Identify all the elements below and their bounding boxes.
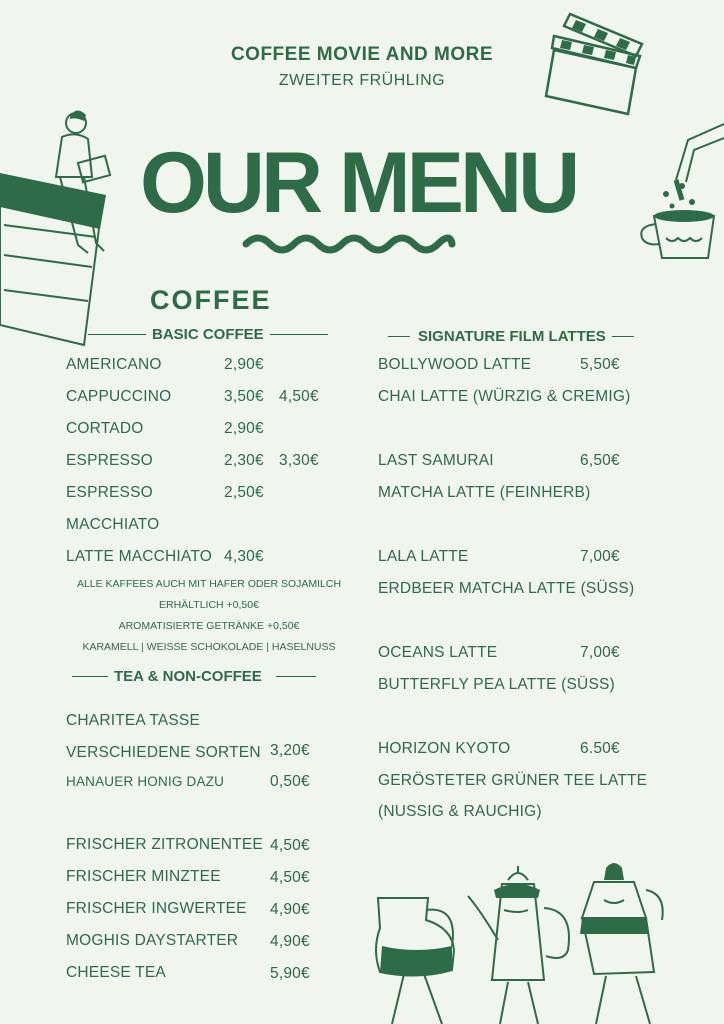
clapperboard-icon <box>540 10 650 120</box>
coffee-cup-illustration <box>636 120 724 265</box>
item-price: 4,90€ <box>270 901 310 918</box>
menu-item: FRISCHER INGWERTEE <box>66 900 247 917</box>
menu-item: OCEANS LATTE <box>378 644 498 661</box>
item-description: MATCHA LATTE (FEINHERB) <box>378 484 591 501</box>
menu-item: BOLLYWOOD LATTE <box>378 356 532 373</box>
menu-item: VERSCHIEDENE SORTEN <box>66 744 261 761</box>
item-description: ERDBEER MATCHA LATTE (SÜSS) <box>378 580 635 597</box>
item-description: GERÖSTETER GRÜNER TEE LATTE <box>378 772 648 789</box>
item-price: 2,90€ <box>224 420 264 437</box>
item-price: 2,30€ <box>224 452 264 469</box>
item-price: 7,00€ <box>580 644 620 661</box>
menu-item: CHARITEA TASSE <box>66 712 201 729</box>
item-price-large: 4,50€ <box>279 388 319 405</box>
item-description: (NUSSIG & RAUCHIG) <box>378 803 542 820</box>
menu-item: LALA LATTE <box>378 548 469 565</box>
item-price: 4,30€ <box>224 548 264 565</box>
coffee-pots-illustration <box>368 850 678 1024</box>
menu-item: AMERICANO <box>66 356 162 373</box>
menu-item: CHEESE TEA <box>66 964 166 981</box>
brand-subtitle: ZWEITER FRÜHLING <box>278 72 446 89</box>
wave-divider <box>242 232 456 256</box>
basic-coffee-heading: BASIC COFFEE <box>88 326 328 343</box>
item-description: BUTTERFLY PEA LATTE (SÜSS) <box>378 676 615 693</box>
item-price: 5,50€ <box>580 356 620 373</box>
menu-item: FRISCHER ZITRONENTEE <box>66 836 263 853</box>
menu-item: LATTE MACCHIATO <box>66 548 212 565</box>
note-line: AROMATISIERTE GETRÄNKE +0,50€ <box>118 620 300 632</box>
item-price: 2,50€ <box>224 484 264 501</box>
item-price: 5,90€ <box>270 965 310 982</box>
item-price: 3,20€ <box>270 742 310 759</box>
menu-item: MACCHIATO <box>66 516 160 533</box>
signature-heading: SIGNATURE FILM LATTES <box>388 328 634 345</box>
page-title: OUR MENU <box>140 135 577 231</box>
item-price: 4,50€ <box>270 869 310 886</box>
category-heading: COFFEE <box>150 285 272 315</box>
person-laptop-illustration <box>0 105 120 345</box>
menu-item: HORIZON KYOTO <box>378 740 511 757</box>
item-price: 3,50€ <box>224 388 264 405</box>
item-price: 0,50€ <box>270 773 310 790</box>
note-line: ALLE KAFFEES AUCH MIT HAFER ODER SOJAMILCH <box>76 578 342 590</box>
menu-item: CAPPUCCINO <box>66 388 172 405</box>
tea-heading: TEA & NON-COFFEE <box>72 668 316 685</box>
item-price: 4,90€ <box>270 933 310 950</box>
menu-item: CORTADO <box>66 420 144 437</box>
brand-name: COFFEE MOVIE AND MORE <box>230 44 494 65</box>
note-line: ERHÄLTLICH +0,50€ <box>159 599 259 611</box>
item-description: CHAI LATTE (WÜRZIG & CREMIG) <box>378 388 631 405</box>
menu-item: ESPRESSO <box>66 452 153 469</box>
item-price-large: 3,30€ <box>279 452 319 469</box>
item-price: 4,50€ <box>270 837 310 854</box>
menu-item: MOGHIS DAYSTARTER <box>66 932 239 949</box>
item-price: 6.50€ <box>580 740 620 757</box>
item-price: 7,00€ <box>580 548 620 565</box>
menu-item: HANAUER HONIG DAZU <box>66 774 225 789</box>
menu-item: ESPRESSO <box>66 484 153 501</box>
item-price: 6,50€ <box>580 452 620 469</box>
menu-item: FRISCHER MINZTEE <box>66 868 221 885</box>
note-line: KARAMELL | WEISSE SCHOKOLADE | HASELNUSS <box>82 641 336 653</box>
item-price: 2,90€ <box>224 356 264 373</box>
menu-item: LAST SAMURAI <box>378 452 494 469</box>
